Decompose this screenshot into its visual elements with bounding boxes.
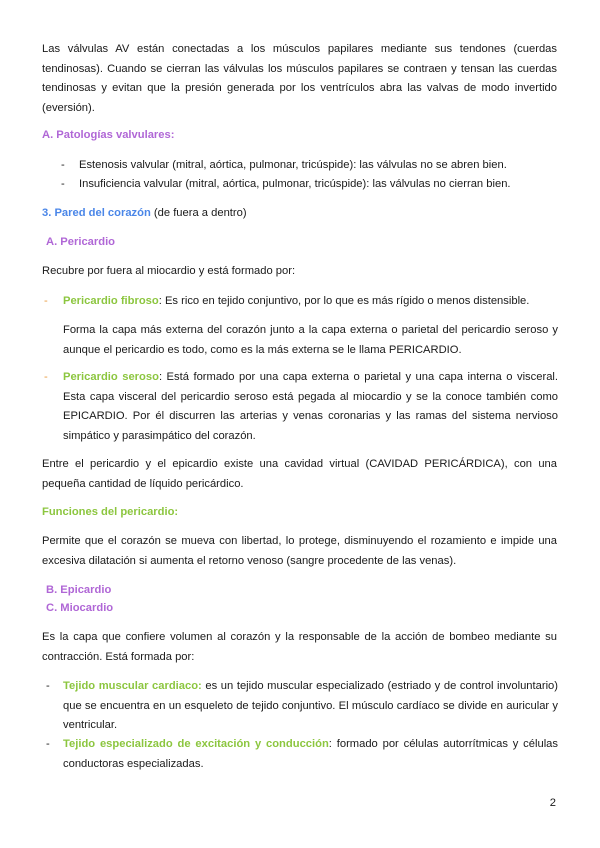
- heading-pericardio: A. Pericardio: [46, 236, 116, 248]
- bullet-dash: -: [44, 371, 48, 383]
- bullet-dash: -: [46, 680, 50, 692]
- bullet-dash: -: [61, 159, 65, 171]
- term-tejido-especializado: Tejido especializado de excitación y conducción: [63, 738, 329, 750]
- list-item-estenosis: Estenosis valvular (mitral, aórtica, pulmonar, tricúspide): las válvulas no se abren bien.: [79, 159, 507, 171]
- paragraph-miocardio: Es la capa que confiere volumen al corazón y la responsable de la acción de bombeo mediante su contracción. Está formada por:: [42, 631, 557, 663]
- heading-funciones-pericardio: Funciones del pericardio:: [42, 506, 179, 518]
- list-item-insuficiencia: Insuficiencia valvular (mitral, aórtica, pulmonar, tricúspide): las válvulas no cierran bien.: [79, 178, 511, 190]
- heading-pared-corazon: [42, 204, 557, 224]
- bullet-dash: -: [61, 178, 65, 190]
- list-item-pericardio-fibroso: [63, 292, 558, 312]
- list-item-tejido-especializado: [63, 735, 558, 774]
- heading-pared-title: 3. Pared del corazón: [42, 207, 151, 219]
- page-number: 2: [549, 797, 556, 809]
- paragraph-funciones: Permite que el corazón se mueva con libertad, lo protege, disminuyendo el rozamiento e impide una excesiva dilatación si aumenta el retorno venoso (sangre procedente de las venas).: [42, 535, 557, 567]
- heading-patologias-valvulares: A. Patologías valvulares:: [42, 129, 175, 141]
- list-item-pericardio-seroso: [63, 368, 558, 446]
- paragraph-fibroso-extra: Forma la capa más externa del corazón junto a la capa externa o parietal del pericardio seroso y aunque el pericardio es todo, como es la más externa se le llama PERICARDIO.: [63, 324, 558, 356]
- term-pericardio-seroso: Pericardio seroso: [63, 371, 159, 383]
- term-pericardio-fibroso: Pericardio fibroso: [63, 295, 159, 307]
- term-tejido-muscular: Tejido muscular cardiaco:: [63, 680, 202, 692]
- bullet-dash: -: [44, 295, 48, 307]
- heading-epicardio: B. Epicardio: [46, 584, 112, 596]
- paragraph-cavidad-pericardica: Entre el pericardio y el epicardio existe una cavidad virtual (CAVIDAD PERICÁRDICA), con una pequeña cantidad de líquido pericárdico.: [42, 458, 557, 490]
- text-pericardio-seroso: : Está formado por una capa externa o parietal y una capa interna o visceral. Esta capa visceral del pericardio seroso está pegada al miocardio y se la conoce también como EPICARDIO. Por él discurren las arterias y venas coronarias y las ramas del sistema nervioso simpático y parasimpático del corazón.: [63, 371, 559, 442]
- text-tejido-especializado: : formado por células autorrítmicas y células conductoras especializadas.: [63, 738, 558, 770]
- text-tejido-muscular: es un tejido muscular especializado (estriado y de control involuntario) que se encuentra en un esqueleto de tejido conjuntivo. El músculo cardíaco se divide en auricular y ventricular.: [63, 680, 559, 731]
- text-pericardio-fibroso: : Es rico en tejido conjuntivo, por lo que es más rígido o menos distensible.: [158, 295, 530, 307]
- heading-pared-suffix: (de fuera a dentro): [150, 207, 247, 219]
- heading-miocardio: C. Miocardio: [46, 602, 114, 614]
- bullet-dash: -: [46, 738, 50, 750]
- list-item-tejido-muscular: [63, 677, 558, 736]
- paragraph-valvulas-av: Las válvulas AV están conectadas a los músculos papilares mediante sus tendones (cuerdas tendinosas). Cuando se cierran las válvulas los músculos papilares se contraen y tensan las cuerdas tendinosas y evitan que la presión generada por los ventrículos abra las valvas de modo invertido (eversión).: [42, 43, 557, 114]
- paragraph-recubre: Recubre por fuera al miocardio y está formado por:: [42, 265, 296, 277]
